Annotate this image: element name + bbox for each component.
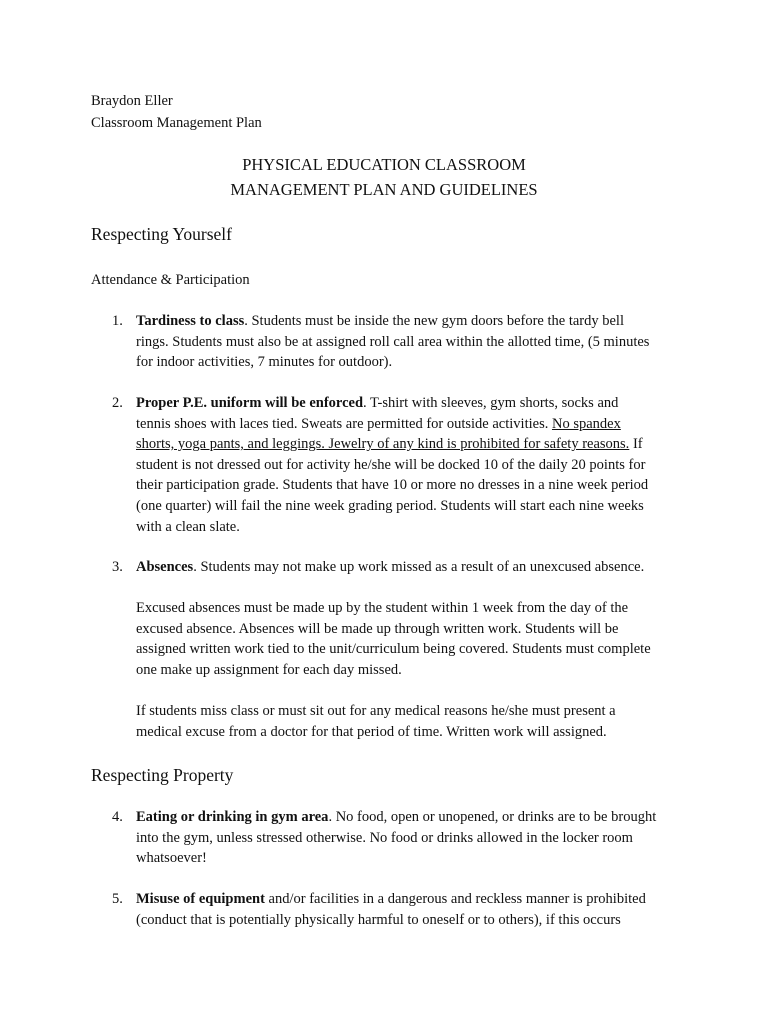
- item-5-line-1: and/or facilities in a dangerous and reckless manner is prohibited: [264, 891, 646, 907]
- item-4-line-1: . No food, open or unopened, or drinks are to be brought: [328, 809, 657, 825]
- item-3-p3-line-2: medical excuse from a doctor for that period of time. Written work will assigned.: [136, 723, 607, 740]
- item-3-p2-line-2: excused absence. Absences will be made up through written work. Students will be: [136, 620, 619, 637]
- item-3-excused-paragraph: [136, 598, 696, 680]
- item-5-misuse-equipment: [136, 889, 696, 930]
- item-1-tardiness: [136, 311, 696, 373]
- document-title-line-2: MANAGEMENT PLAN AND GUIDELINES: [230, 180, 538, 199]
- item-number-4: 4.: [112, 809, 123, 825]
- document-title-line-1: PHYSICAL EDUCATION CLASSROOM: [242, 155, 526, 174]
- item-1-title: Tardiness to class: [136, 313, 245, 329]
- item-2-line-1: . T-shirt with sleeves, gym shorts, socks and: [363, 395, 619, 411]
- item-number-3: 3.: [112, 559, 123, 575]
- section-heading-respecting-property: Respecting Property: [91, 765, 234, 785]
- item-1-line-2: rings. Students must also be at assigned roll call area within the allotted time, (5 minutes: [136, 333, 650, 350]
- item-2-line-2: tennis shoes with laces tied. Sweats are permitted for outside activities.: [136, 415, 552, 432]
- item-3-line-1: . Students may not make up work missed as a result of an unexcused absence.: [193, 559, 645, 575]
- item-3-p2-line-4: one make up assignment for each day missed.: [136, 661, 402, 678]
- item-3-medical-paragraph: [136, 701, 696, 742]
- item-number-2: 2.: [112, 395, 123, 411]
- item-3-p3-line-1: If students miss class or must sit out for any medical reasons he/she must present a: [136, 703, 616, 719]
- item-number-5: 5.: [112, 891, 123, 907]
- item-5-line-2: (conduct that is potentially physically harmful to oneself or to others), if this occurs: [136, 911, 621, 928]
- item-3-p2-line-1: Excused absences must be made up by the student within 1 week from the day of the: [136, 600, 629, 616]
- item-4-eating-drinking: [136, 807, 696, 869]
- item-5-title: Misuse of equipment: [136, 891, 265, 907]
- item-2-line-7: with a clean slate.: [136, 518, 240, 535]
- item-3-p2-line-3: assigned written work tied to the unit/curriculum being covered. Students must complete: [136, 641, 651, 658]
- item-4-line-2: into the gym, unless stressed otherwise. No food or drinks allowed in the locker room: [136, 829, 633, 846]
- item-2-line-6: (one quarter) will fail the nine week grading period. Students will start each nine weeks: [136, 497, 644, 514]
- author-name: Braydon Eller: [91, 93, 173, 109]
- item-2-underlined-rule: shorts, yoga pants, and leggings. Jewelry of any kind is prohibited for safety reasons.: [136, 436, 630, 453]
- item-2-line-5: their participation grade. Students that have 10 or more no dresses in a nine week period: [136, 477, 649, 494]
- item-number-1: 1.: [112, 313, 123, 329]
- item-2-uniform: [136, 393, 696, 537]
- item-4-line-3: whatsoever!: [136, 850, 207, 867]
- item-2-underlined-start: No spandex: [551, 415, 621, 432]
- subheading-attendance: Attendance & Participation: [91, 272, 250, 288]
- section-heading-respecting-yourself: Respecting Yourself: [91, 224, 232, 244]
- item-2-title: Proper P.E. uniform will be enforced: [136, 395, 364, 411]
- item-3-title: Absences: [136, 559, 194, 575]
- item-4-title: Eating or drinking in gym area: [136, 809, 329, 825]
- item-1-line-1: . Students must be inside the new gym doors before the tardy bell: [244, 313, 624, 329]
- item-2-line-3-end: If: [629, 436, 643, 453]
- document-label: Classroom Management Plan: [91, 115, 262, 131]
- item-1-line-3: for indoor activities, 7 minutes for outdoor).: [136, 354, 393, 371]
- item-2-line-4: student is not dressed out for activity he/she will be docked 10 of the daily 20 points for: [136, 456, 646, 473]
- item-3-absences: [136, 557, 696, 578]
